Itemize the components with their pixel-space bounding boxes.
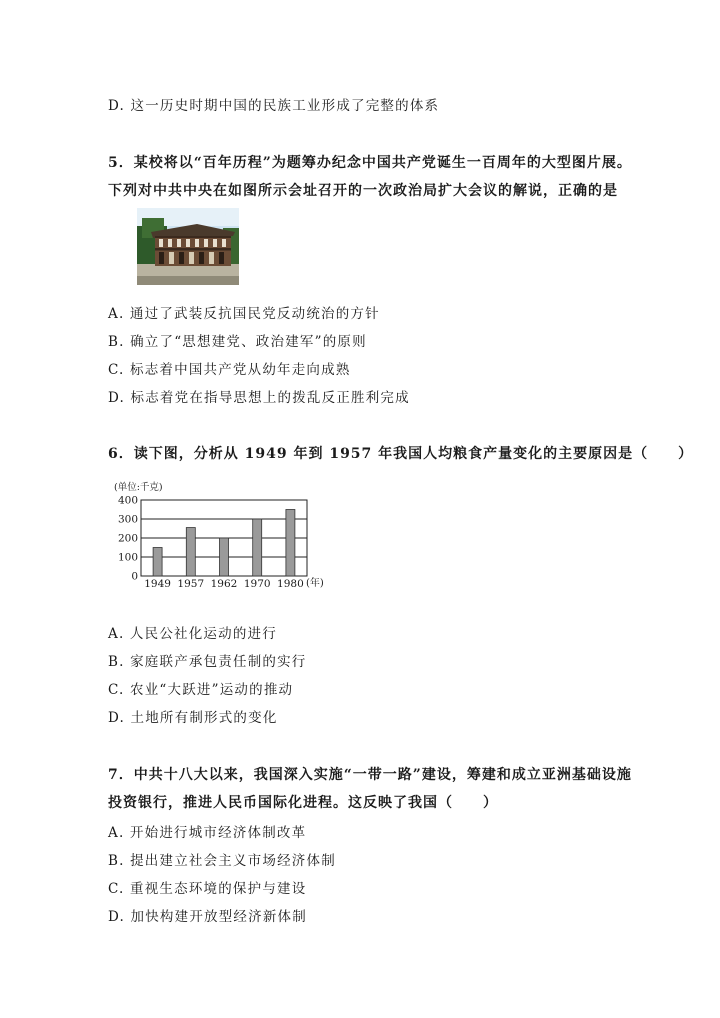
y-tick-label: 100 <box>117 551 138 564</box>
q5-stem-line1: 5．某校将以“百年历程”为题筹办纪念中国共产党诞生一百周年的大型图片展。 <box>108 155 632 171</box>
x-tick-label-1957: 1957 <box>177 578 205 590</box>
q7-stem-line2: 投资银行，推进人民币国际化进程。这反映了我国（ ） <box>108 795 498 811</box>
q5-option-a: A. 通过了武装反抗国民党反动统治的方针 <box>108 306 380 322</box>
x-tick-label-1980: 1980 <box>277 578 304 590</box>
q7-option-a: A. 开始进行城市经济体制改革 <box>108 825 307 841</box>
q6-option-a: A. 人民公社化运动的进行 <box>108 626 277 642</box>
q7-option-b: B. 提出建立社会主义市场经济体制 <box>108 853 336 869</box>
y-tick-label: 200 <box>117 532 138 545</box>
q5-option-d: D. 标志着党在指导思想上的拨乱反正胜利完成 <box>108 390 410 406</box>
chart-x-axis-label: (年) <box>306 578 324 589</box>
chart-unit-label: (单位:千克) <box>114 482 163 493</box>
q7-option-d: D. 加快构建开放型经济新体制 <box>108 909 307 925</box>
y-tick-label: 0 <box>131 570 138 583</box>
x-tick-label-1970: 1970 <box>243 578 271 590</box>
meeting-site-photo <box>137 208 239 285</box>
grain-per-capita-chart <box>112 478 332 590</box>
y-tick-label: 400 <box>117 494 138 507</box>
q6-option-b: B. 家庭联产承包责任制的实行 <box>108 654 307 670</box>
chart-bar-1957 <box>186 528 195 576</box>
q5-option-b: B. 确立了“思想建党、政治建军”的原则 <box>108 334 367 350</box>
q7-stem-line1: 7．中共十八大以来，我国深入实施“一带一路”建设，筹建和成立亚洲基础设施 <box>108 767 632 783</box>
q4-option-d: D. 这一历史时期中国的民族工业形成了完整的体系 <box>108 98 440 114</box>
chart-bar-1980 <box>286 510 295 577</box>
q7-option-c: C. 重视生态环境的保护与建设 <box>108 881 307 897</box>
q5-option-c: C. 标志着中国共产党从幼年走向成熟 <box>108 362 351 378</box>
chart-bar-1949 <box>153 548 162 577</box>
x-tick-label-1962: 1962 <box>210 578 238 590</box>
q6-option-d: D. 土地所有制形式的变化 <box>108 710 278 726</box>
q6-option-c: C. 农业“大跃进”运动的推动 <box>108 682 294 698</box>
x-tick-label-1949: 1949 <box>144 578 171 590</box>
chart-bar-1970 <box>253 519 262 576</box>
q6-stem: 6．读下图，分析从 1949 年到 1957 年我国人均粮食产量变化的主要原因是（ ） <box>108 446 694 462</box>
q5-stem-line2: 下列对中共中央在如图所示会址召开的一次政治局扩大会议的解说，正确的是 <box>108 183 618 199</box>
chart-bar-1962 <box>220 538 229 576</box>
y-tick-label: 300 <box>117 513 138 526</box>
